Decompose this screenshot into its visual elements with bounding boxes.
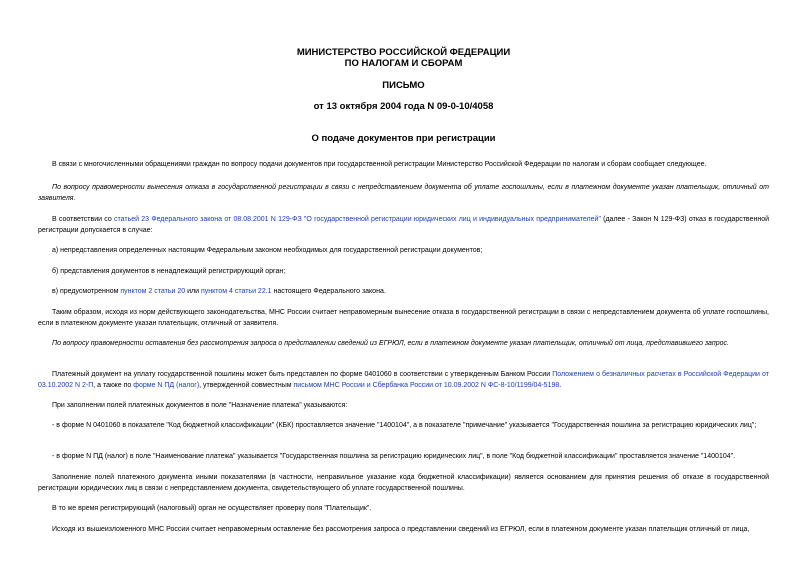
paragraph-question-2: По вопросу правомерности оставления без рассмотрения запроса о представлении сведений из ЕГРЮЛ, если в платежном документе указан плательщик, отличный от лица, представившего запрос. xyxy=(52,340,729,347)
paragraph-payer-check: В то же время регистрирующий (налоговый) орган не осуществляет проверку поля "Плательщик". xyxy=(52,505,372,512)
link-form-pd[interactable]: форме N ПД (налог) xyxy=(133,382,200,390)
list-item-c xyxy=(38,286,769,297)
link-article-23-law-129[interactable]: статьей 23 Федерального закона от 08.08.2001 N 129-ФЗ "О государственной регистрации юридических лиц и индивидуальных предпринимателей" xyxy=(114,216,601,223)
text: . xyxy=(559,382,562,390)
ministry-line-1: МИНИСТЕРСТВО РОССИЙСКОЙ ФЕДЕРАЦИИ xyxy=(296,47,511,58)
link-regulation-2p[interactable]: Положением о безналичных расчетах в Российской Федерации от 03.10.2002 N 2-П xyxy=(38,371,769,390)
text: В соответствии со xyxy=(52,216,114,223)
text: настоящего Федерального закона. xyxy=(271,288,386,295)
text: (далее - Закон N 129-ФЗ) отказ в государственной регистрации допускается в случае: xyxy=(38,216,769,235)
paragraph-payment-doc xyxy=(38,369,769,392)
list-item-a: а) непредставления определенных настоящим Федеральным законом необходимых для государственной регистрации документов; xyxy=(52,247,483,254)
paragraph-question-1: По вопросу правомерности вынесения отказа в государственной регистрации в связи с непредставлением документа об уплате госпошлины, если в платежном документе указан плательщик, отличный от заявителя. xyxy=(38,184,769,203)
paragraph-conclusion-2: Исходя из вышеизложенного МНС России считает неправомерным оставление без рассмотрения запроса о представлении сведений из ЕГРЮЛ, если в платежном документе указан плательщик отличный от лица, xyxy=(52,526,750,533)
paragraph-conclusion-1: Таким образом, исходя из норм действующего законодательства, МНС России считает неправомерным вынесение отказа в государственной регистрации в связи с непредставлением документа об уплате госпошлины, если в платежном документе указан плательщик, отличный от заявителя. xyxy=(38,309,769,328)
paragraph-form-pd: - в форме N ПД (налог) в поле "Наименование платежа" указывается "Государственная пошлина за регистрацию юридических лиц", в поле "Код бюджетной классификации" проставляется значение "1400104". xyxy=(52,453,736,460)
list-item-b: б) представления документов в ненадлежащий регистрирующий орган; xyxy=(52,268,286,275)
paragraph-article-23 xyxy=(38,214,769,237)
paragraph-fields-intro: При заполнении полей платежных документов в поле "Назначение платежа" указываются: xyxy=(52,402,348,409)
ministry-line-2: ПО НАЛОГАМ И СБОРАМ xyxy=(344,58,463,69)
paragraph-intro: В связи с многочисленными обращениями граждан по вопросу подачи документов при государственной регистрации Министерство Российской Федерации по налогам и сборам сообщает следующее. xyxy=(52,161,707,168)
text: Платежный документ на уплату государственной пошлины может быть представлен по форме 0401060 в соответствии с утвержденным Банком России xyxy=(52,371,553,378)
doc-date-number: от 13 октября 2004 года N 09-0-10/4058 xyxy=(313,101,494,112)
paragraph-other-fields: Заполнение полей платежного документа иными показателями (в частности, неправильное указание кода бюджетной классификации) является основанием для принятия решения об отказе в государственной регистрации юридических лиц в связи с непредставлением документа, свидетельствующего об уплате государственной пошлины. xyxy=(38,474,769,493)
link-joint-letter[interactable]: письмом МНС России и Сбербанка России от 10.09.2002 N ФС-8-10/1199/04-5198 xyxy=(293,382,560,390)
doc-subject: О подаче документов при регистрации xyxy=(311,133,496,144)
text: в) предусмотренном xyxy=(52,288,121,295)
ministry-title xyxy=(38,47,769,69)
text: , а также по xyxy=(93,382,134,390)
link-article-20[interactable]: пунктом 2 статьи 20 xyxy=(120,288,186,295)
text: , утвержденной совместным xyxy=(199,382,294,390)
text: или xyxy=(185,288,201,295)
doc-type: ПИСЬМО xyxy=(382,80,425,91)
paragraph-form-0401060: - в форме N 0401060 в показателе "Код бюджетной классификации" (КБК) проставляется значение "1400104", а в показателе "примечание" указывается "Государственная пошлина за регистрацию юридических лиц"; xyxy=(52,422,757,429)
link-article-22-1[interactable]: пунктом 4 статьи 22.1 xyxy=(200,288,272,295)
